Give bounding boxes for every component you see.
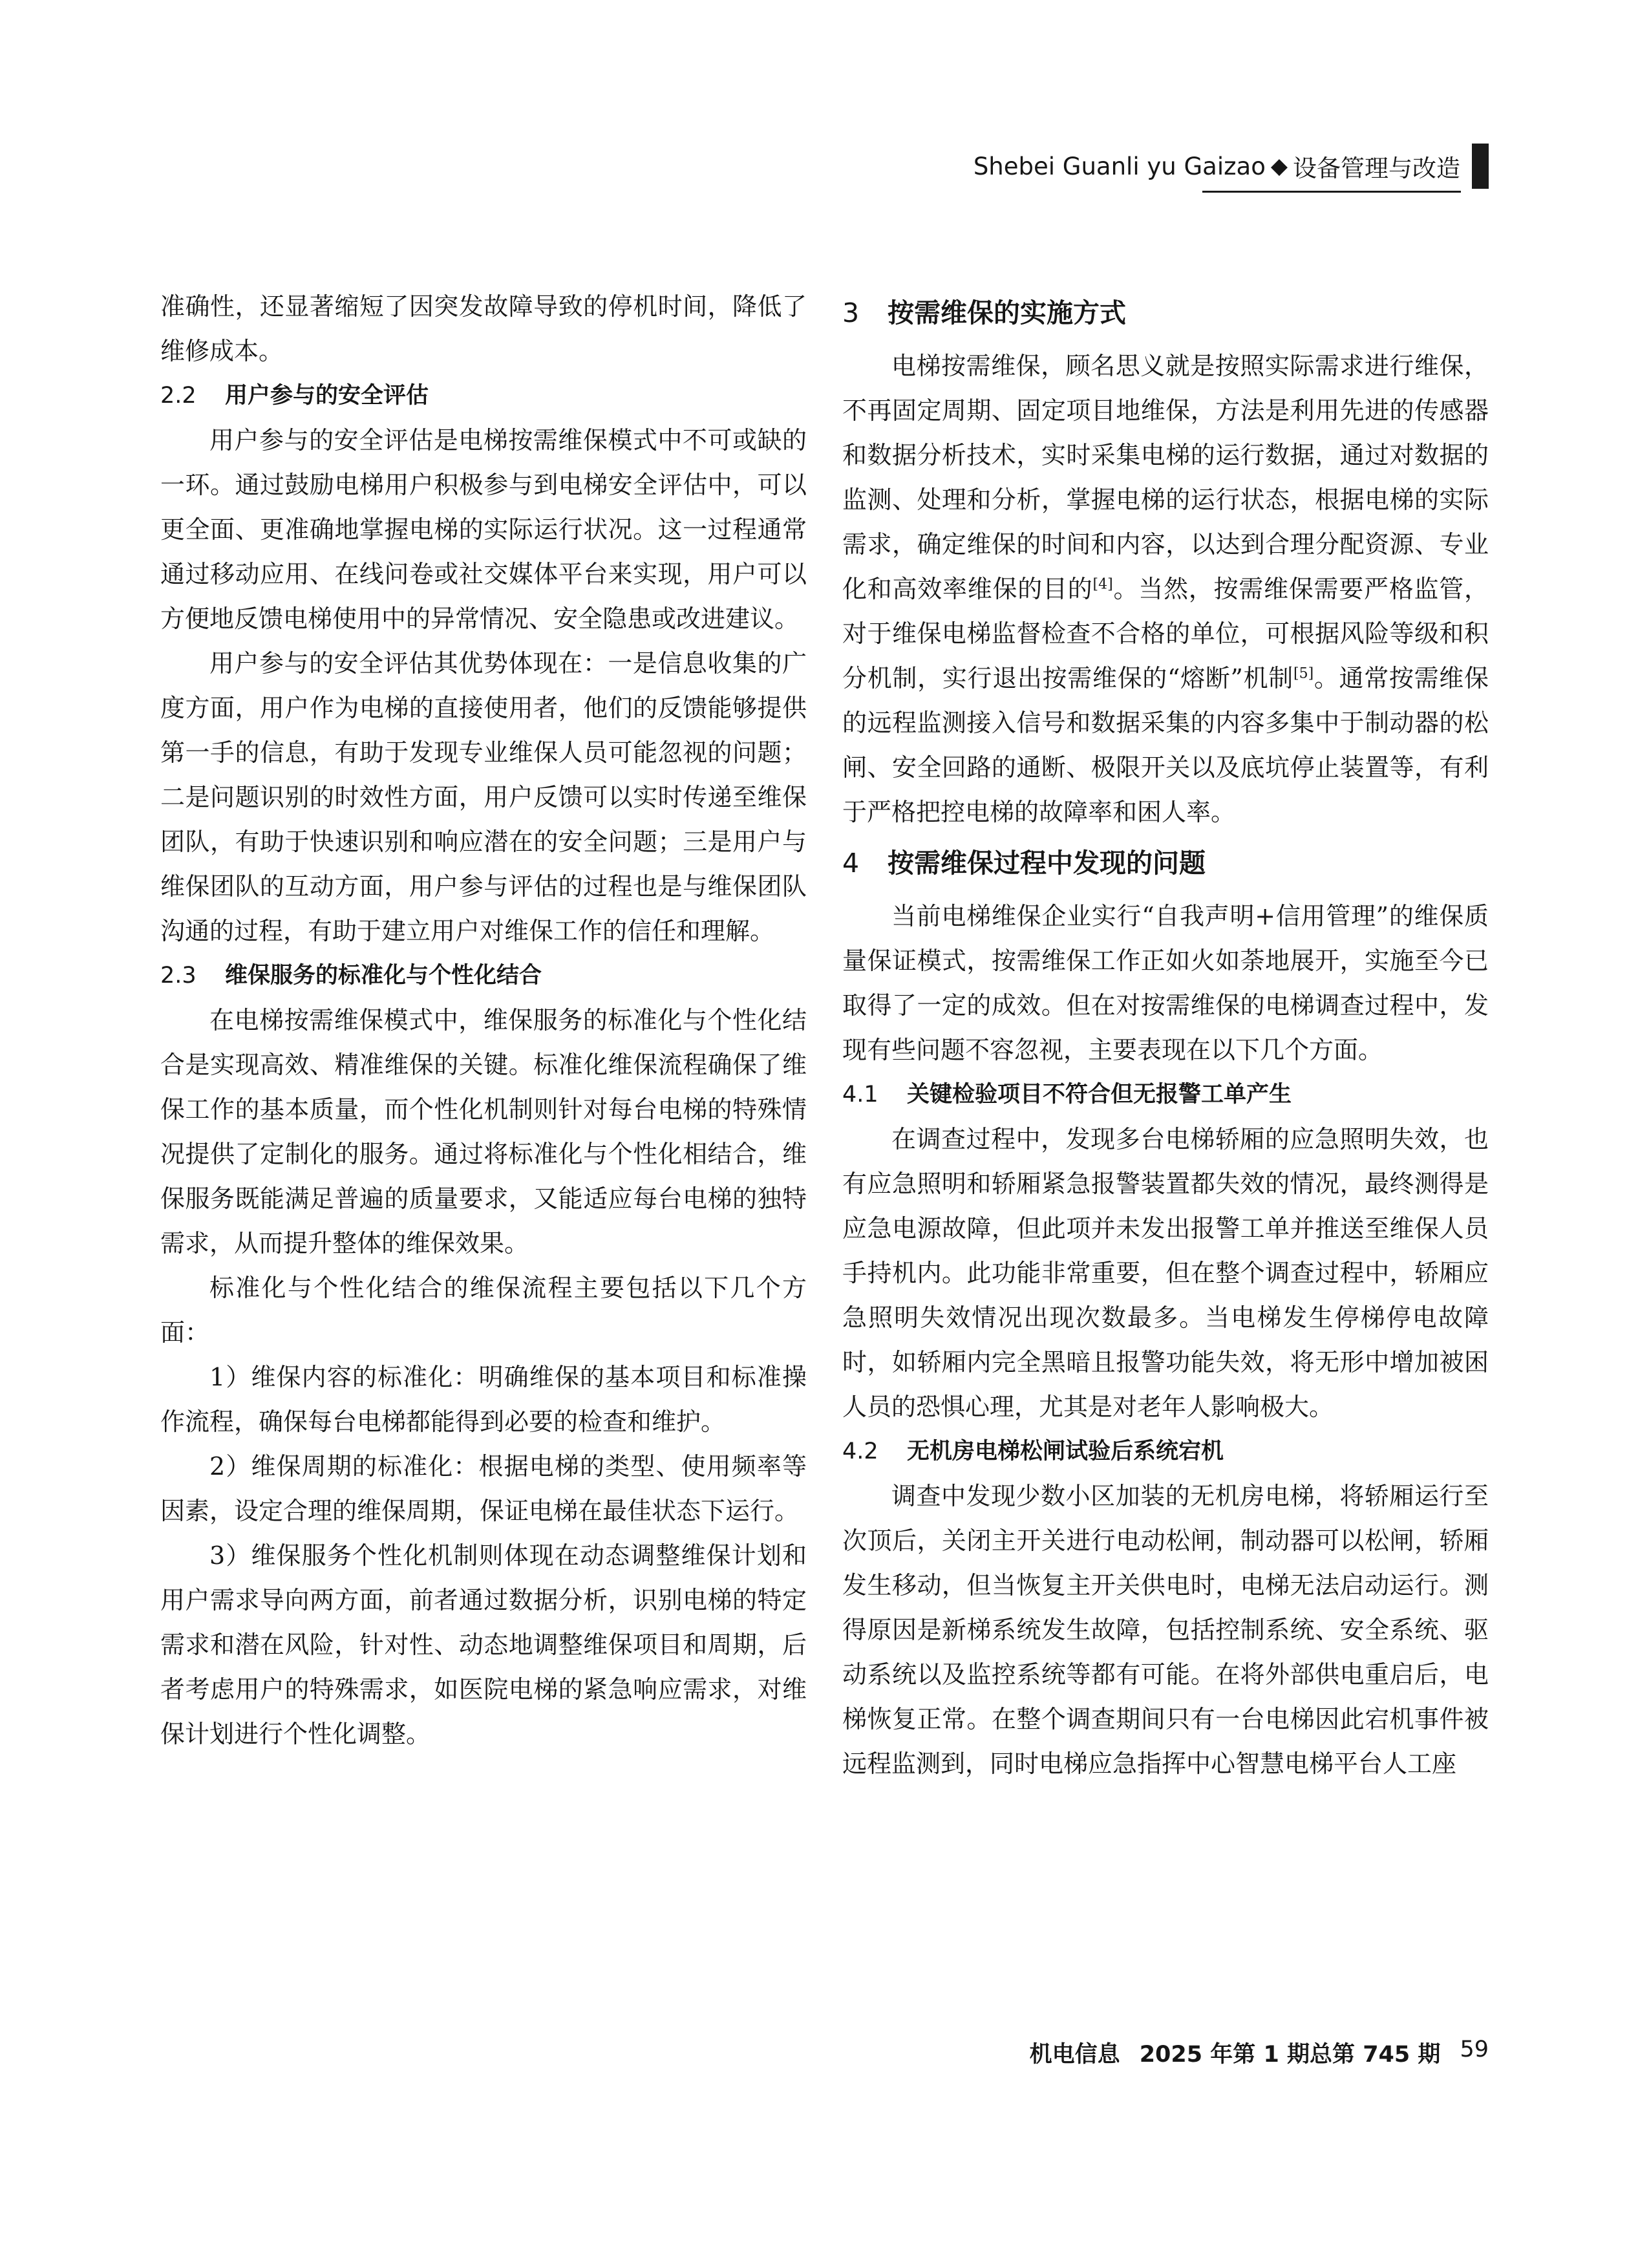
section-heading-2-3 (160, 954, 807, 998)
section-heading-4-2 (842, 1429, 1489, 1474)
paragraph-text: 。当然，按需维保需要严格监管，对于维保电梯监督检查不合格的单位，可根据风险等级和积分机制，实行退出按需维保的“熔断”机制 (842, 575, 1489, 692)
left-column (160, 284, 807, 1757)
section-number: 2.2 (160, 383, 197, 409)
paragraph: 在电梯按需维保模式中，维保服务的标准化与个性化结合是实现高效、精准维保的关键。标准化维保流程确保了维保工作的基本质量，而个性化机制则针对每台电梯的特殊情况提供了定制化的服务。通过将标准化与个性化相结合，维保服务既能满足普遍的质量要求，又能适应每台电梯的独特需求，从而提升整体的维保效果。 (160, 1006, 807, 1257)
running-head (973, 144, 1489, 189)
paragraph: 标准化与个性化结合的维保流程主要包括以下几个方面： (160, 1274, 807, 1347)
header-rule (1202, 191, 1461, 193)
section-title: 无机房电梯松闸试验后系统宕机 (907, 1439, 1224, 1464)
section-title: 用户参与的安全评估 (225, 383, 429, 409)
citation-4[interactable]: [4] (1092, 576, 1113, 593)
section-title: 按需维保过程中发现的问题 (888, 848, 1206, 879)
list-item: 3）维保服务个性化机制则体现在动态调整维保计划和用户需求导向两方面，前者通过数据分析，识别电梯的特定需求和潜在风险，针对性、动态地调整维保项目和周期，后者考虑用户的特殊需求，如医院电梯的紧急响应需求，对维保计划进行个性化调整。 (160, 1541, 807, 1748)
paragraph (842, 344, 1489, 835)
section-heading-4 (842, 839, 1489, 888)
section-number: 3 (842, 297, 860, 328)
list-item: 1）维保内容的标准化：明确维保的基本项目和标准操作流程，确保每台电梯都能得到必要的检查和维护。 (160, 1363, 807, 1436)
paragraph: 调查中发现少数小区加装的无机房电梯，将轿厢运行至次顶后，关闭主开关进行电动松闸，制动器可以松闸，轿厢发生移动，但当恢复主开关供电时，电梯无法启动运行。测得原因是新梯系统发生故障，包括控制系统、安全系统、驱动系统以及监控系统等都有可能。在将外部供电重启后，电梯恢复正常。在整个调查期间只有一台电梯因此宕机事件被远程监测到，同时电梯应急指挥中心智慧电梯平台人工座 (842, 1482, 1489, 1778)
paragraph-text: 电梯按需维保，顾名思义就是按照实际需求进行维保，不再固定周期、固定项目地维保，方法是利用先进的传感器和数据分析技术，实时采集电梯的运行数据，通过对数据的监测、处理和分析，掌握电梯的运行状态，根据电梯的实际需求，确定维保的时间和内容，以达到合理分配资源、专业化和高效率维保的目的 (842, 352, 1489, 603)
paragraph: 用户参与的安全评估其优势体现在：一是信息收集的广度方面，用户作为电梯的直接使用者，他们的反馈能够提供第一手的信息，有助于发现专业维保人员可能忽视的问题；二是问题识别的时效性方面，用户反馈可以实时传递至维保团队，有助于快速识别和响应潜在的安全问题；三是用户与维保团队的互动方面，用户参与评估的过程也是与维保团队沟通的过程，有助于建立用户对维保工作的信任和理解。 (160, 649, 807, 945)
section-number: 4 (842, 848, 860, 879)
page-footer (1030, 2037, 1489, 2069)
section-title: 关键检验项目不符合但无报警工单产生 (907, 1082, 1292, 1107)
journal-name: 机电信息 (1029, 2042, 1120, 2068)
paragraph-continued: 准确性，还显著缩短了因突发故障导致的停机时间，降低了维修成本。 (160, 292, 807, 365)
list-item: 2）维保周期的标准化：根据电梯的类型、使用频率等因素，设定合理的维保周期，保证电梯在最佳状态下运行。 (160, 1452, 807, 1525)
section-heading-3 (842, 288, 1489, 337)
paragraph: 当前电梯维保企业实行“自我声明+信用管理”的维保质量保证模式，按需维保工作正如火如荼地展开，实施至今已取得了一定的成效。但在对按需维保的电梯调查过程中，发现有些问题不容忽视，主要表现在以下几个方面。 (842, 902, 1489, 1064)
section-heading-2-2 (160, 374, 807, 418)
section-title: 按需维保的实施方式 (888, 297, 1126, 328)
running-head-section: 设备管理与改造 (1293, 155, 1460, 182)
paragraph-text: 。通常按需维保的远程监测接入信号和数据采集的内容多集中于制动器的松闸、安全回路的通断、极限开关以及底坑停止装置等，有利于严格把控电梯的故障率和困人率。 (842, 664, 1489, 826)
paragraph: 在调查过程中，发现多台电梯轿厢的应急照明失效，也有应急照明和轿厢紧急报警装置都失效的情况，最终测得是应急电源故障，但此项并未发出报警工单并推送至维保人员手持机内。此功能非常重要，但在整个调查过程中，轿厢应急照明失效情况出现次数最多。当电梯发生停梯停电故障时，如轿厢内完全黑暗且报警功能失效，将无形中增加被困人员的恐惧心理，尤其是对老年人影响极大。 (842, 1125, 1489, 1421)
issue-info: 2025 年第 1 期总第 745 期 (1139, 2042, 1441, 2068)
section-number: 4.2 (842, 1439, 878, 1464)
paragraph: 用户参与的安全评估是电梯按需维保模式中不可或缺的一环。通过鼓励电梯用户积极参与到电梯安全评估中，可以更全面、更准确地掌握电梯的实际运行状况。这一过程通常通过移动应用、在线问卷或社交媒体平台来实现，用户可以方便地反馈电梯使用中的异常情况、安全隐患或改进建议。 (160, 426, 807, 633)
diamond-icon: ◆ (1270, 153, 1288, 179)
citation-5[interactable]: [5] (1293, 665, 1314, 682)
section-number: 4.1 (842, 1082, 878, 1107)
page-number: 59 (1460, 2037, 1489, 2062)
header-bar-mark (1472, 144, 1489, 189)
section-heading-4-1 (842, 1073, 1489, 1117)
right-column (842, 284, 1489, 1786)
section-number: 2.3 (160, 963, 197, 989)
section-title: 维保服务的标准化与个性化结合 (225, 963, 542, 989)
running-head-pinyin: Shebei Guanli yu Gaizao (973, 152, 1266, 180)
